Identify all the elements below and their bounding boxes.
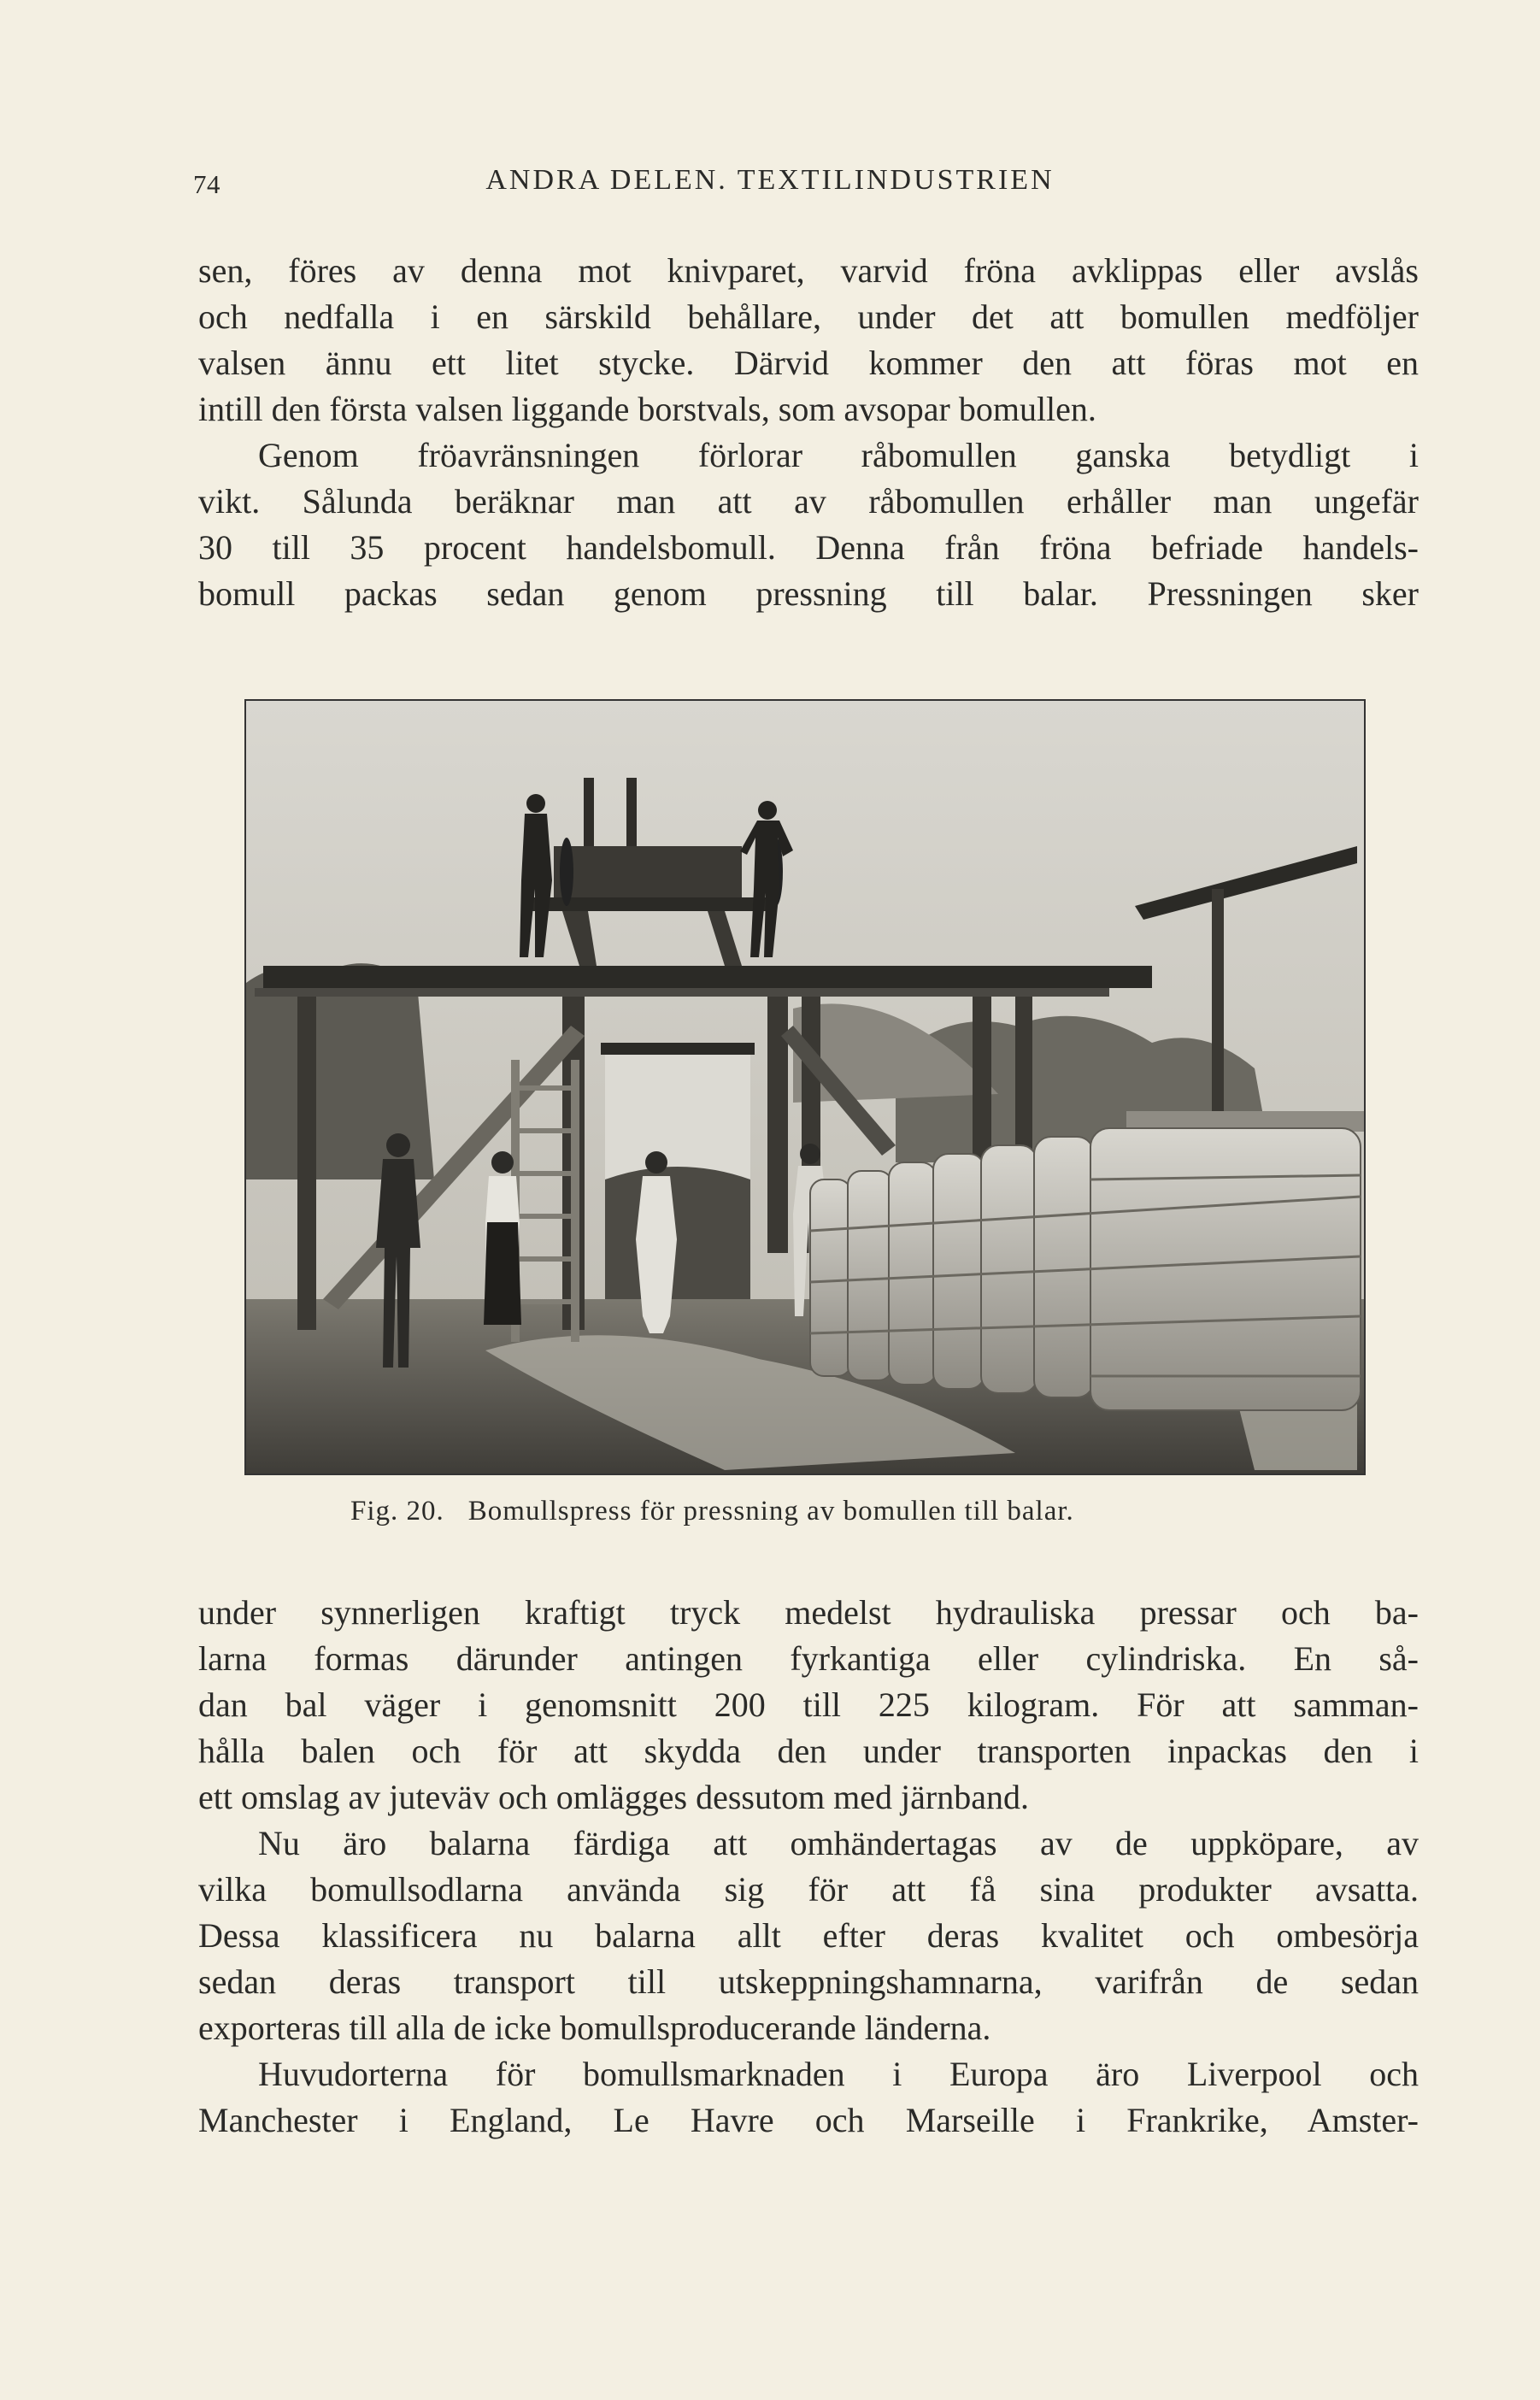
figure-caption: [350, 1496, 1074, 1527]
text-line: dan bal väger i genomsnitt 200 till 225 kilogram. För att samman-: [198, 1685, 1419, 1724]
text-line: valsen ännu ett litet stycke. Därvid kommer den att föras mot en: [198, 344, 1419, 382]
text-line: vilka bomullsodlarna använda sig för att få sina produkter avsatta.: [198, 1870, 1419, 1909]
figure-photo-cotton-press: [244, 699, 1366, 1475]
text-line: 30 till 35 procent handelsbomull. Denna från fröna befriade handels-: [198, 528, 1419, 567]
text-line: larna formas därunder antingen fyrkantiga eller cylindriska. En så-: [198, 1639, 1419, 1678]
text-line: hålla balen och för att skydda den under transporten inpackas den i: [198, 1732, 1419, 1770]
text-line: sen, föres av denna mot knivparet, varvid fröna avklippas eller avslås: [198, 251, 1419, 290]
text-line: Nu äro balarna färdiga att omhändertagas av de uppköpare, av: [258, 1824, 1419, 1862]
body-text-before-figure: [198, 248, 1419, 617]
text-line: Manchester i England, Le Havre och Marseille i Frankrike, Amster-: [198, 2101, 1419, 2139]
text-line: Huvudorterna för bomullsmarknaden i Europa äro Liverpool och: [258, 2055, 1419, 2093]
text-line: Dessa klassificera nu balarna allt efter deras kvalitet och ombesörja: [198, 1916, 1419, 1955]
text-line: ett omslag av juteväv och omlägges dessutom med järnband.: [198, 1778, 1029, 1816]
text-line: Genom fröavränsningen förlorar råbomullen ganska betydligt i: [258, 436, 1419, 474]
text-line: exporteras till alla de icke bomullsproducerande länderna.: [198, 2009, 991, 2047]
text-line: och nedfalla i en särskild behållare, under det att bomullen medföljer: [198, 297, 1419, 336]
photo-illustration: [246, 701, 1364, 1474]
text-line: under synnerligen kraftigt tryck medelst hydrauliska pressar och ba-: [198, 1593, 1419, 1632]
figure-caption-text: Bomullspress för pressning av bomullen till balar.: [467, 1496, 1074, 1526]
body-text-after-figure: [198, 1590, 1419, 2144]
text-line: vikt. Sålunda beräknar man att av råbomullen erhåller man ungefär: [198, 482, 1419, 521]
text-line: bomull packas sedan genom pressning till balar. Pressningen sker: [198, 574, 1419, 613]
text-line: sedan deras transport till utskeppningshamnarna, varifrån de sedan: [198, 1962, 1419, 2001]
page-number: 74: [193, 169, 220, 199]
running-head: ANDRA DELEN. TEXTILINDUSTRIEN: [485, 164, 1055, 196]
figure-label: Fig. 20.: [350, 1496, 444, 1526]
text-line: intill den första valsen liggande borstvals, som avsopar bomullen.: [198, 390, 1096, 428]
